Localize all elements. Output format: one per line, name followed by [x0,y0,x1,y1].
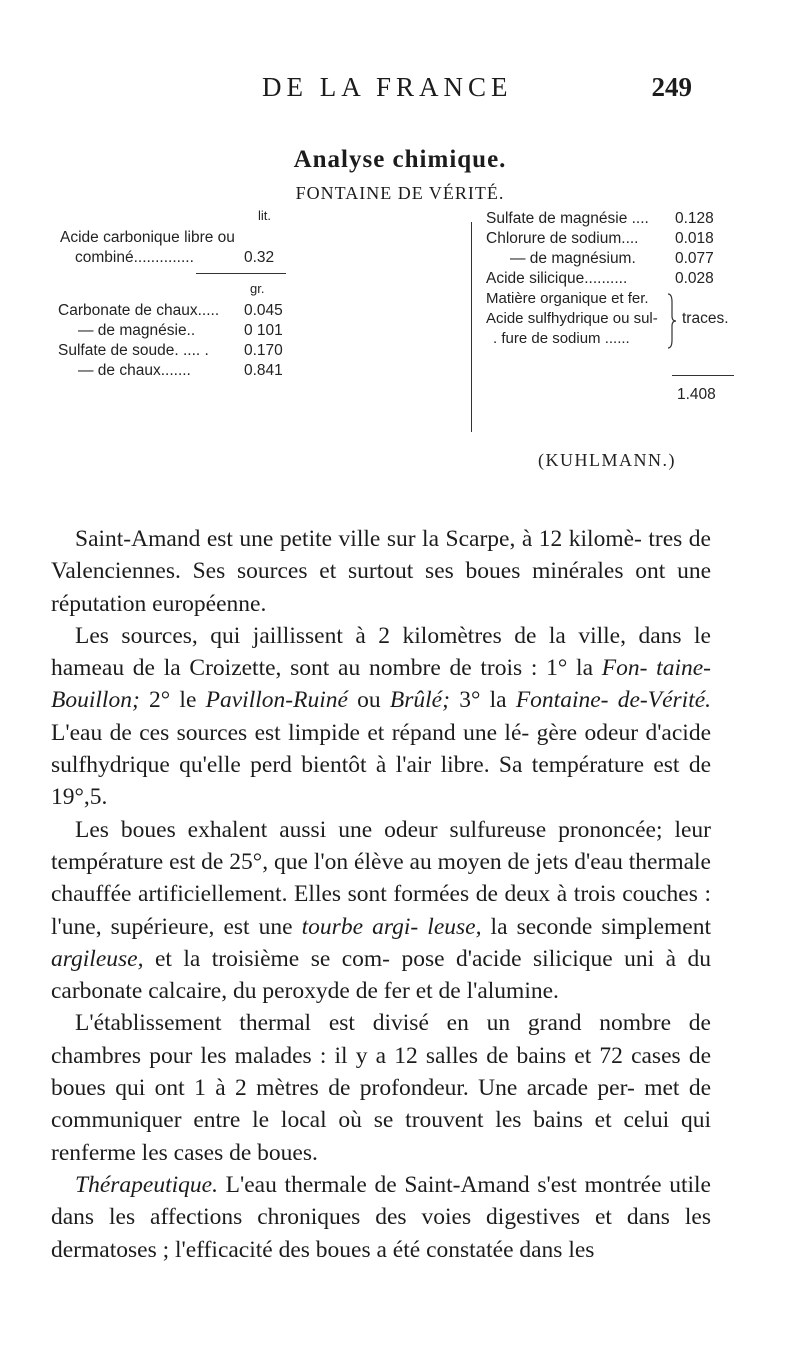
left-row-value: 0.045 [244,302,283,319]
gas-value: 0.32 [244,249,275,266]
left-row-label: — de magnésie.. [78,322,196,339]
total-value: 1.408 [677,386,716,403]
right-row-label: — de magnésium. [510,250,636,267]
unit-grams: gr. [250,281,265,296]
left-row-label: Carbonate de chaux..... [58,302,220,319]
paragraph: Thérapeutique. L'eau thermale de Saint-Amand s'est montrée utile dans les affections chroniques des voies digestives et dans les dermatoses ; l'efficacité des boues a été constatée dans les [51,1171,711,1263]
source-title: FONTAINE DE VÉRITÉ. [295,183,505,203]
paragraph: Saint-Amand est une petite ville sur la Scarpe, à 12 kilomè- tres de Valenciennes. Ses sources et surtout ses boues minérales ont une réputation européenne. [51,526,712,617]
right-row-label: Acide silicique.......... [486,270,628,287]
paragraph: L'établissement thermal est divisé en un grand nombre de chambres pour les malades : il y a 12 salles de bains et 72 cases de boues qui ont 1 à 2 mètres de profondeur. Une arcade per- met de communiquer entre le local où se trouvent les bains et celui qui renferme les cases de boues. [51,1010,712,1166]
bracket-line: Acide sulfhydrique ou sul- [486,310,658,327]
total-rule [672,375,734,376]
right-row-value: 0.028 [675,270,714,287]
section-title: Analyse chimique. [293,146,507,173]
right-row-label: Chlorure de sodium.... [486,230,639,247]
right-row-value: 0.128 [675,210,714,227]
left-row-label: Sulfate de soude. .... . [58,342,209,359]
unit-liters: lit. [258,208,271,223]
gas-label-line1: Acide carbonique libre ou [60,229,235,246]
column-divider [471,222,472,432]
right-row-value: 0.077 [675,250,714,267]
running-title: DE LA FRANCE [262,72,513,102]
right-row-label: Sulfate de magnésie .... [486,210,649,227]
paragraph: Les boues exhalent aussi une odeur sulfureuse prononcée; leur température est de 25°, que l'on élève au moyen de jets d'eau thermale chauffée artificiellement. Elles sont formées de deux à trois couches : l'une, supérieure, est une tourbe argi- leuse, la seconde simplement argileuse, et la troisième se com- pose d'acide silicique uni à du carbonate calcaire, du peroxyde de fer et de l'alumine. [51,816,712,1005]
gas-label-line2: combiné.............. [75,249,194,266]
bracket-line: Matière organique et fer. [486,290,649,307]
bracket-line: . fure de sodium ...... [493,330,630,347]
analysis-table [0,208,800,492]
traces-value: traces. [682,310,729,327]
page-number: 249 [651,72,692,102]
rule [196,273,286,274]
left-row-value: 0.841 [244,362,283,379]
left-row-value: 0 101 [244,322,283,339]
left-row-label: — de chaux....... [78,362,191,379]
left-row-value: 0.170 [244,342,283,359]
analyst-credit: (KUHLMANN.) [538,450,676,470]
page-header [0,72,800,112]
right-row-value: 0.018 [675,230,714,247]
body-text [51,523,711,1266]
brace-icon [666,292,678,350]
paragraph: Les sources, qui jaillissent à 2 kilomètres de la ville, dans le hameau de la Croizette, sont au nombre de trois : 1° la Fon- taine-Bouillon; 2° le Pavillon-Ruiné ou Brûlé; 3° la Fontaine- de-Vérité. L'eau de ces sources est limpide et répand une lé- gère odeur d'acide sulfhydrique qu'elle perd bientôt à l'air libre. Sa température est de 19°,5. [51,622,712,811]
